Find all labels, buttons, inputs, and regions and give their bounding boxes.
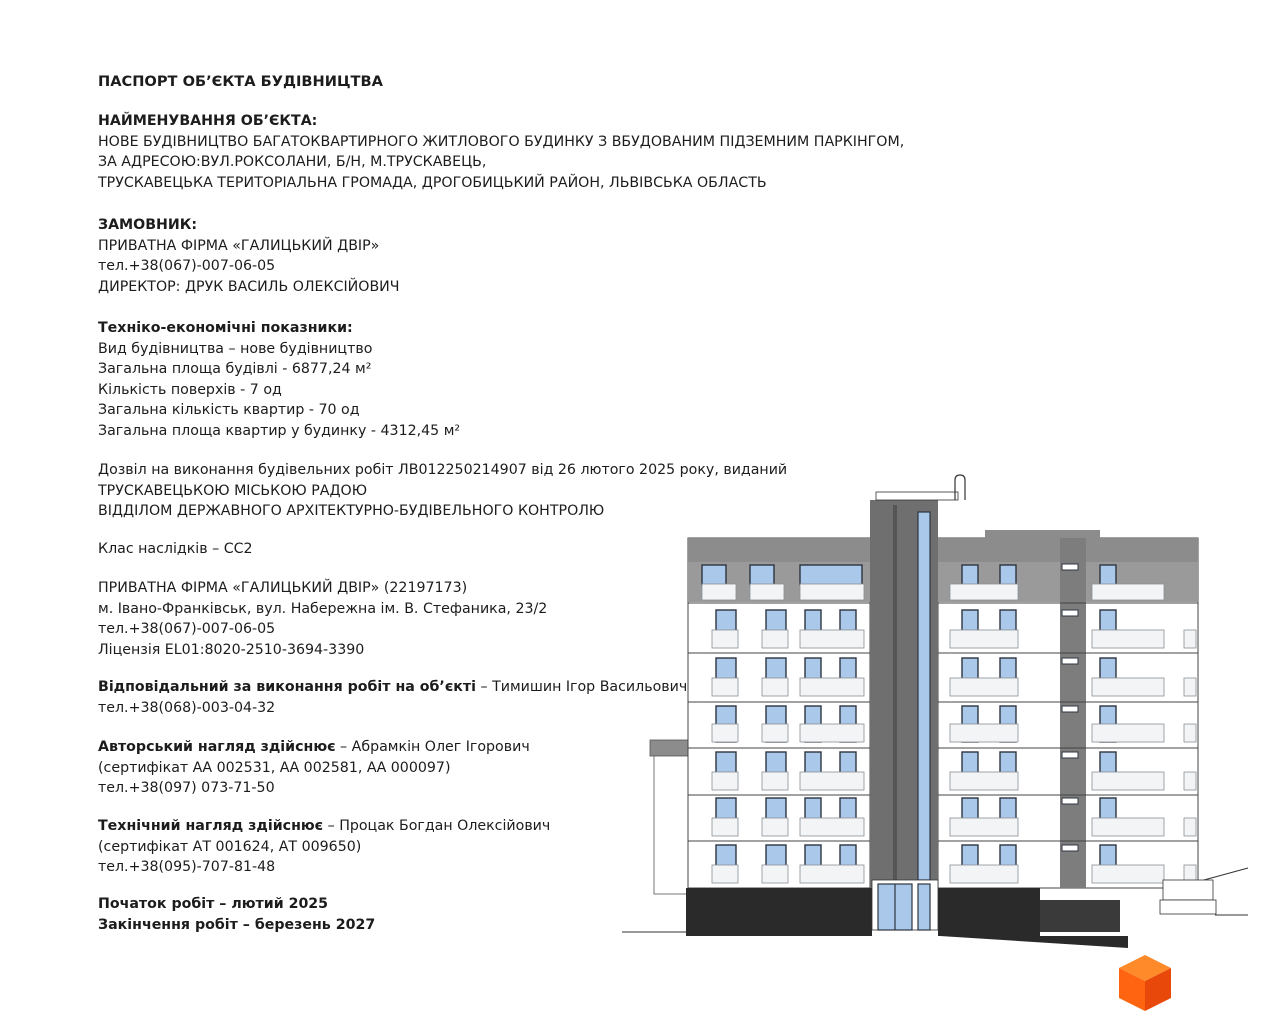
contractor-line: Ліцензія EL01:8020-2510-3694-3390 — [98, 641, 365, 658]
object-name-section — [98, 111, 904, 193]
techsup-label: Технічний нагляд здійснює — [98, 818, 324, 834]
building-facade-drawing — [620, 470, 1260, 950]
responsible-phone: тел.+38(068)-003-04-32 — [98, 699, 276, 716]
contractor-line: тел.+38(067)-007-06-05 — [98, 621, 276, 638]
techsup-phone: тел.+38(095)-707-81-48 — [98, 859, 276, 876]
page-title: ПАСПОРТ ОБ’ЄКТА БУДІВНИЦТВА — [98, 73, 383, 90]
indicator-item: Загальна кількість квартир - 70 од — [98, 402, 360, 419]
permit-line: ТРУСКАВЕЦЬКОЮ МІСЬКОЮ РАДОЮ — [98, 482, 368, 499]
cube-logo-icon — [1116, 952, 1174, 1014]
object-line: ТРУСКАВЕЦЬКА ТЕРИТОРІАЛЬНА ГРОМАДА, ДРОГОБИЦЬКИЙ РАЙОН, ЛЬВІВСЬКА ОБЛАСТЬ — [98, 174, 767, 191]
indicator-item: Загальна площа квартир у будинку - 4312,45 м² — [98, 422, 461, 439]
responsible-section — [98, 677, 687, 718]
customer-name: ПРИВАТНА ФІРМА «ГАЛИЦЬКИЙ ДВІР» — [98, 237, 380, 254]
plinth — [686, 880, 1216, 948]
responsible-person: – Тимишин Ігор Васильович — [475, 679, 688, 695]
responsible-line — [98, 677, 687, 698]
permit-line: ВІДДІЛОМ ДЕРЖАВНОГО АРХІТЕКТУРНО-БУДІВЕЛЬНОГО КОНТРОЛЮ — [98, 503, 605, 520]
customer-director: ДИРЕКТОР: ДРУК ВАСИЛЬ ОЛЕКСІЙОВИЧ — [98, 278, 400, 295]
author-person: – Абрамкін Олег Ігорович — [335, 739, 530, 755]
left-annex — [650, 740, 688, 894]
dates-section — [98, 894, 375, 935]
object-line: ЗА АДРЕСОЮ:ВУЛ.РОКСОЛАНИ, Б/Н, М.ТРУСКАВЕЦЬ, — [98, 154, 487, 171]
techsup-person: – Процак Богдан Олексійович — [323, 818, 551, 834]
indicators-heading: Техніко-економічні показники: — [98, 320, 353, 336]
responsible-label: Відповідальний за виконання робіт на об’єкті — [98, 679, 476, 695]
customer-heading: ЗАМОВНИК: — [98, 217, 198, 233]
permit-line: Дозвіл на виконання будівельних робіт ЛВ012250214907 від 26 лютого 2025 року, виданий — [98, 462, 788, 478]
author-label: Авторський нагляд здійснює — [98, 739, 336, 755]
indicator-item: Вид будівництва – нове будівництво — [98, 340, 373, 357]
technical-supervision-section — [98, 816, 550, 878]
customer-phone: тел.+38(067)-007-06-05 — [98, 258, 276, 275]
contractor-line: м. Івано-Франківськ, вул. Набережна ім. В. Стефаника, 23/2 — [98, 600, 548, 617]
techsup-certificate: (сертифікат АТ 001624, АТ 009650) — [98, 838, 362, 855]
contractor-line: ПРИВАТНА ФІРМА «ГАЛИЦЬКИЙ ДВІР» (22197173) — [98, 580, 468, 596]
contractor-section — [98, 578, 547, 660]
object-heading: НАЙМЕНУВАННЯ ОБ’ЄКТА: — [98, 113, 318, 129]
grey-column — [1060, 538, 1086, 888]
end-date: Закінчення робіт – березень 2027 — [98, 916, 376, 933]
techsup-line — [98, 816, 550, 837]
customer-section — [98, 215, 400, 297]
author-certificate: (сертифікат АА 002531, АА 002581, АА 000097) — [98, 759, 451, 776]
author-line — [98, 737, 530, 758]
indicator-item: Загальна площа будівлі - 6877,24 м² — [98, 361, 372, 378]
author-phone: тел.+38(097) 073-71-50 — [98, 780, 275, 797]
author-supervision-section — [98, 737, 530, 799]
object-line: НОВЕ БУДІВНИЦТВО БАГАТОКВАРТИРНОГО ЖИТЛОВОГО БУДИНКУ З ВБУДОВАНИМ ПІДЗЕМНИМ ПАРКІНГОМ, — [98, 133, 905, 150]
start-date: Початок робіт – лютий 2025 — [98, 896, 329, 912]
consequence-class: Клас наслідків – СС2 — [98, 541, 253, 557]
entrance — [872, 880, 938, 930]
indicators-section — [98, 318, 460, 442]
indicator-item: Кількість поверхів - 7 од — [98, 381, 282, 398]
